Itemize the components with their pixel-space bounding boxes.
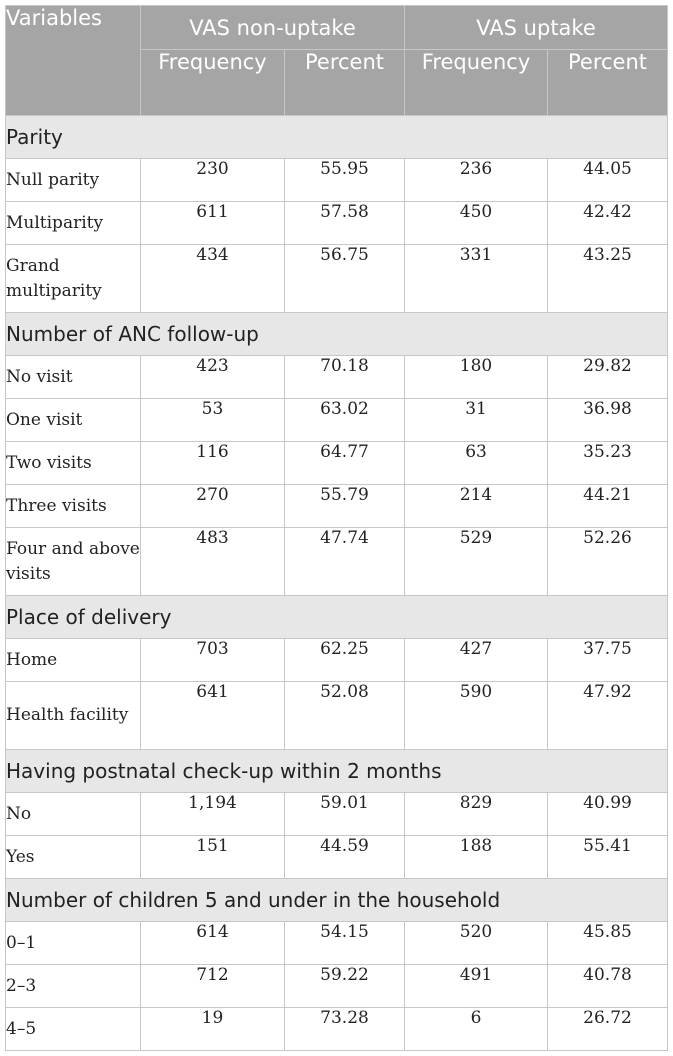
- table-row: [6, 245, 668, 313]
- row-label: 4–5: [6, 1008, 141, 1051]
- cell-frequency: 641: [141, 682, 285, 750]
- section-row: [6, 116, 668, 159]
- table-row: [6, 159, 668, 202]
- section-title: Number of children 5 and under in the household: [6, 879, 668, 922]
- table-row: [6, 356, 668, 399]
- cell-percent: 44.05: [548, 159, 668, 202]
- cell-frequency: 611: [141, 202, 285, 245]
- table-row: [6, 793, 668, 836]
- section-row: [6, 750, 668, 793]
- cell-frequency: 270: [141, 485, 285, 528]
- cell-frequency: 423: [141, 356, 285, 399]
- cell-percent: 62.25: [285, 639, 405, 682]
- table-row: [6, 399, 668, 442]
- header-frequency-non-uptake: Frequency: [141, 50, 285, 116]
- row-label: Two visits: [6, 442, 141, 485]
- table-row: [6, 442, 668, 485]
- row-label: Home: [6, 639, 141, 682]
- header-frequency-uptake: Frequency: [405, 50, 548, 116]
- table-row: [6, 836, 668, 879]
- cell-percent: 55.79: [285, 485, 405, 528]
- header-percent-uptake: Percent: [548, 50, 668, 116]
- cell-percent: 59.01: [285, 793, 405, 836]
- table-row: [6, 965, 668, 1008]
- cell-frequency: 703: [141, 639, 285, 682]
- cell-frequency: 188: [405, 836, 548, 879]
- row-label: Health facility: [6, 682, 141, 750]
- cell-frequency: 427: [405, 639, 548, 682]
- section-row: [6, 313, 668, 356]
- cell-percent: 63.02: [285, 399, 405, 442]
- cell-frequency: 520: [405, 922, 548, 965]
- section-title: Parity: [6, 116, 668, 159]
- row-label: Yes: [6, 836, 141, 879]
- cell-frequency: 180: [405, 356, 548, 399]
- cell-frequency: 151: [141, 836, 285, 879]
- cell-frequency: 1,194: [141, 793, 285, 836]
- row-label: No: [6, 793, 141, 836]
- header-vas-non-uptake: VAS non-uptake: [141, 6, 405, 50]
- cell-frequency: 614: [141, 922, 285, 965]
- cell-percent: 55.41: [548, 836, 668, 879]
- cell-frequency: 450: [405, 202, 548, 245]
- cell-percent: 44.59: [285, 836, 405, 879]
- section-title: Having postnatal check-up within 2 months: [6, 750, 668, 793]
- section-row: [6, 596, 668, 639]
- cell-frequency: 31: [405, 399, 548, 442]
- cell-percent: 35.23: [548, 442, 668, 485]
- cell-percent: 57.58: [285, 202, 405, 245]
- cell-percent: 56.75: [285, 245, 405, 313]
- table-row: [6, 202, 668, 245]
- cell-percent: 55.95: [285, 159, 405, 202]
- cell-percent: 43.25: [548, 245, 668, 313]
- row-label: One visit: [6, 399, 141, 442]
- table-row: [6, 922, 668, 965]
- row-label: Null parity: [6, 159, 141, 202]
- cell-percent: 36.98: [548, 399, 668, 442]
- cell-frequency: 712: [141, 965, 285, 1008]
- cell-frequency: 53: [141, 399, 285, 442]
- cell-percent: 47.92: [548, 682, 668, 750]
- cell-percent: 45.85: [548, 922, 668, 965]
- cell-frequency: 529: [405, 528, 548, 596]
- row-label: 2–3: [6, 965, 141, 1008]
- row-label: 0–1: [6, 922, 141, 965]
- cell-percent: 42.42: [548, 202, 668, 245]
- cell-frequency: 491: [405, 965, 548, 1008]
- table-row: [6, 485, 668, 528]
- cell-frequency: 236: [405, 159, 548, 202]
- cell-frequency: 331: [405, 245, 548, 313]
- row-label: Grand multiparity: [6, 245, 141, 313]
- table-row: [6, 682, 668, 750]
- cell-percent: 26.72: [548, 1008, 668, 1051]
- table-header: [6, 6, 668, 116]
- cell-percent: 37.75: [548, 639, 668, 682]
- cell-frequency: 19: [141, 1008, 285, 1051]
- row-label: Three visits: [6, 485, 141, 528]
- header-vas-uptake: VAS uptake: [405, 6, 668, 50]
- row-label: Four and above visits: [6, 528, 141, 596]
- cell-percent: 64.77: [285, 442, 405, 485]
- cell-frequency: 214: [405, 485, 548, 528]
- cell-frequency: 6: [405, 1008, 548, 1051]
- cell-frequency: 829: [405, 793, 548, 836]
- cell-percent: 59.22: [285, 965, 405, 1008]
- cell-percent: 54.15: [285, 922, 405, 965]
- row-label: Multiparity: [6, 202, 141, 245]
- table-row: [6, 639, 668, 682]
- table-row: [6, 528, 668, 596]
- cell-percent: 40.99: [548, 793, 668, 836]
- header-variables: Variables: [6, 6, 141, 116]
- table-body: [6, 116, 668, 1051]
- cell-frequency: 590: [405, 682, 548, 750]
- cell-percent: 29.82: [548, 356, 668, 399]
- cell-percent: 52.26: [548, 528, 668, 596]
- cell-frequency: 63: [405, 442, 548, 485]
- cell-frequency: 116: [141, 442, 285, 485]
- section-title: Place of delivery: [6, 596, 668, 639]
- cell-percent: 40.78: [548, 965, 668, 1008]
- data-table: [5, 5, 668, 1051]
- cell-frequency: 434: [141, 245, 285, 313]
- section-row: [6, 879, 668, 922]
- table-row: [6, 1008, 668, 1051]
- cell-percent: 52.08: [285, 682, 405, 750]
- cell-percent: 73.28: [285, 1008, 405, 1051]
- cell-frequency: 483: [141, 528, 285, 596]
- cell-frequency: 230: [141, 159, 285, 202]
- header-percent-non-uptake: Percent: [285, 50, 405, 116]
- cell-percent: 47.74: [285, 528, 405, 596]
- section-title: Number of ANC follow-up: [6, 313, 668, 356]
- cell-percent: 44.21: [548, 485, 668, 528]
- row-label: No visit: [6, 356, 141, 399]
- cell-percent: 70.18: [285, 356, 405, 399]
